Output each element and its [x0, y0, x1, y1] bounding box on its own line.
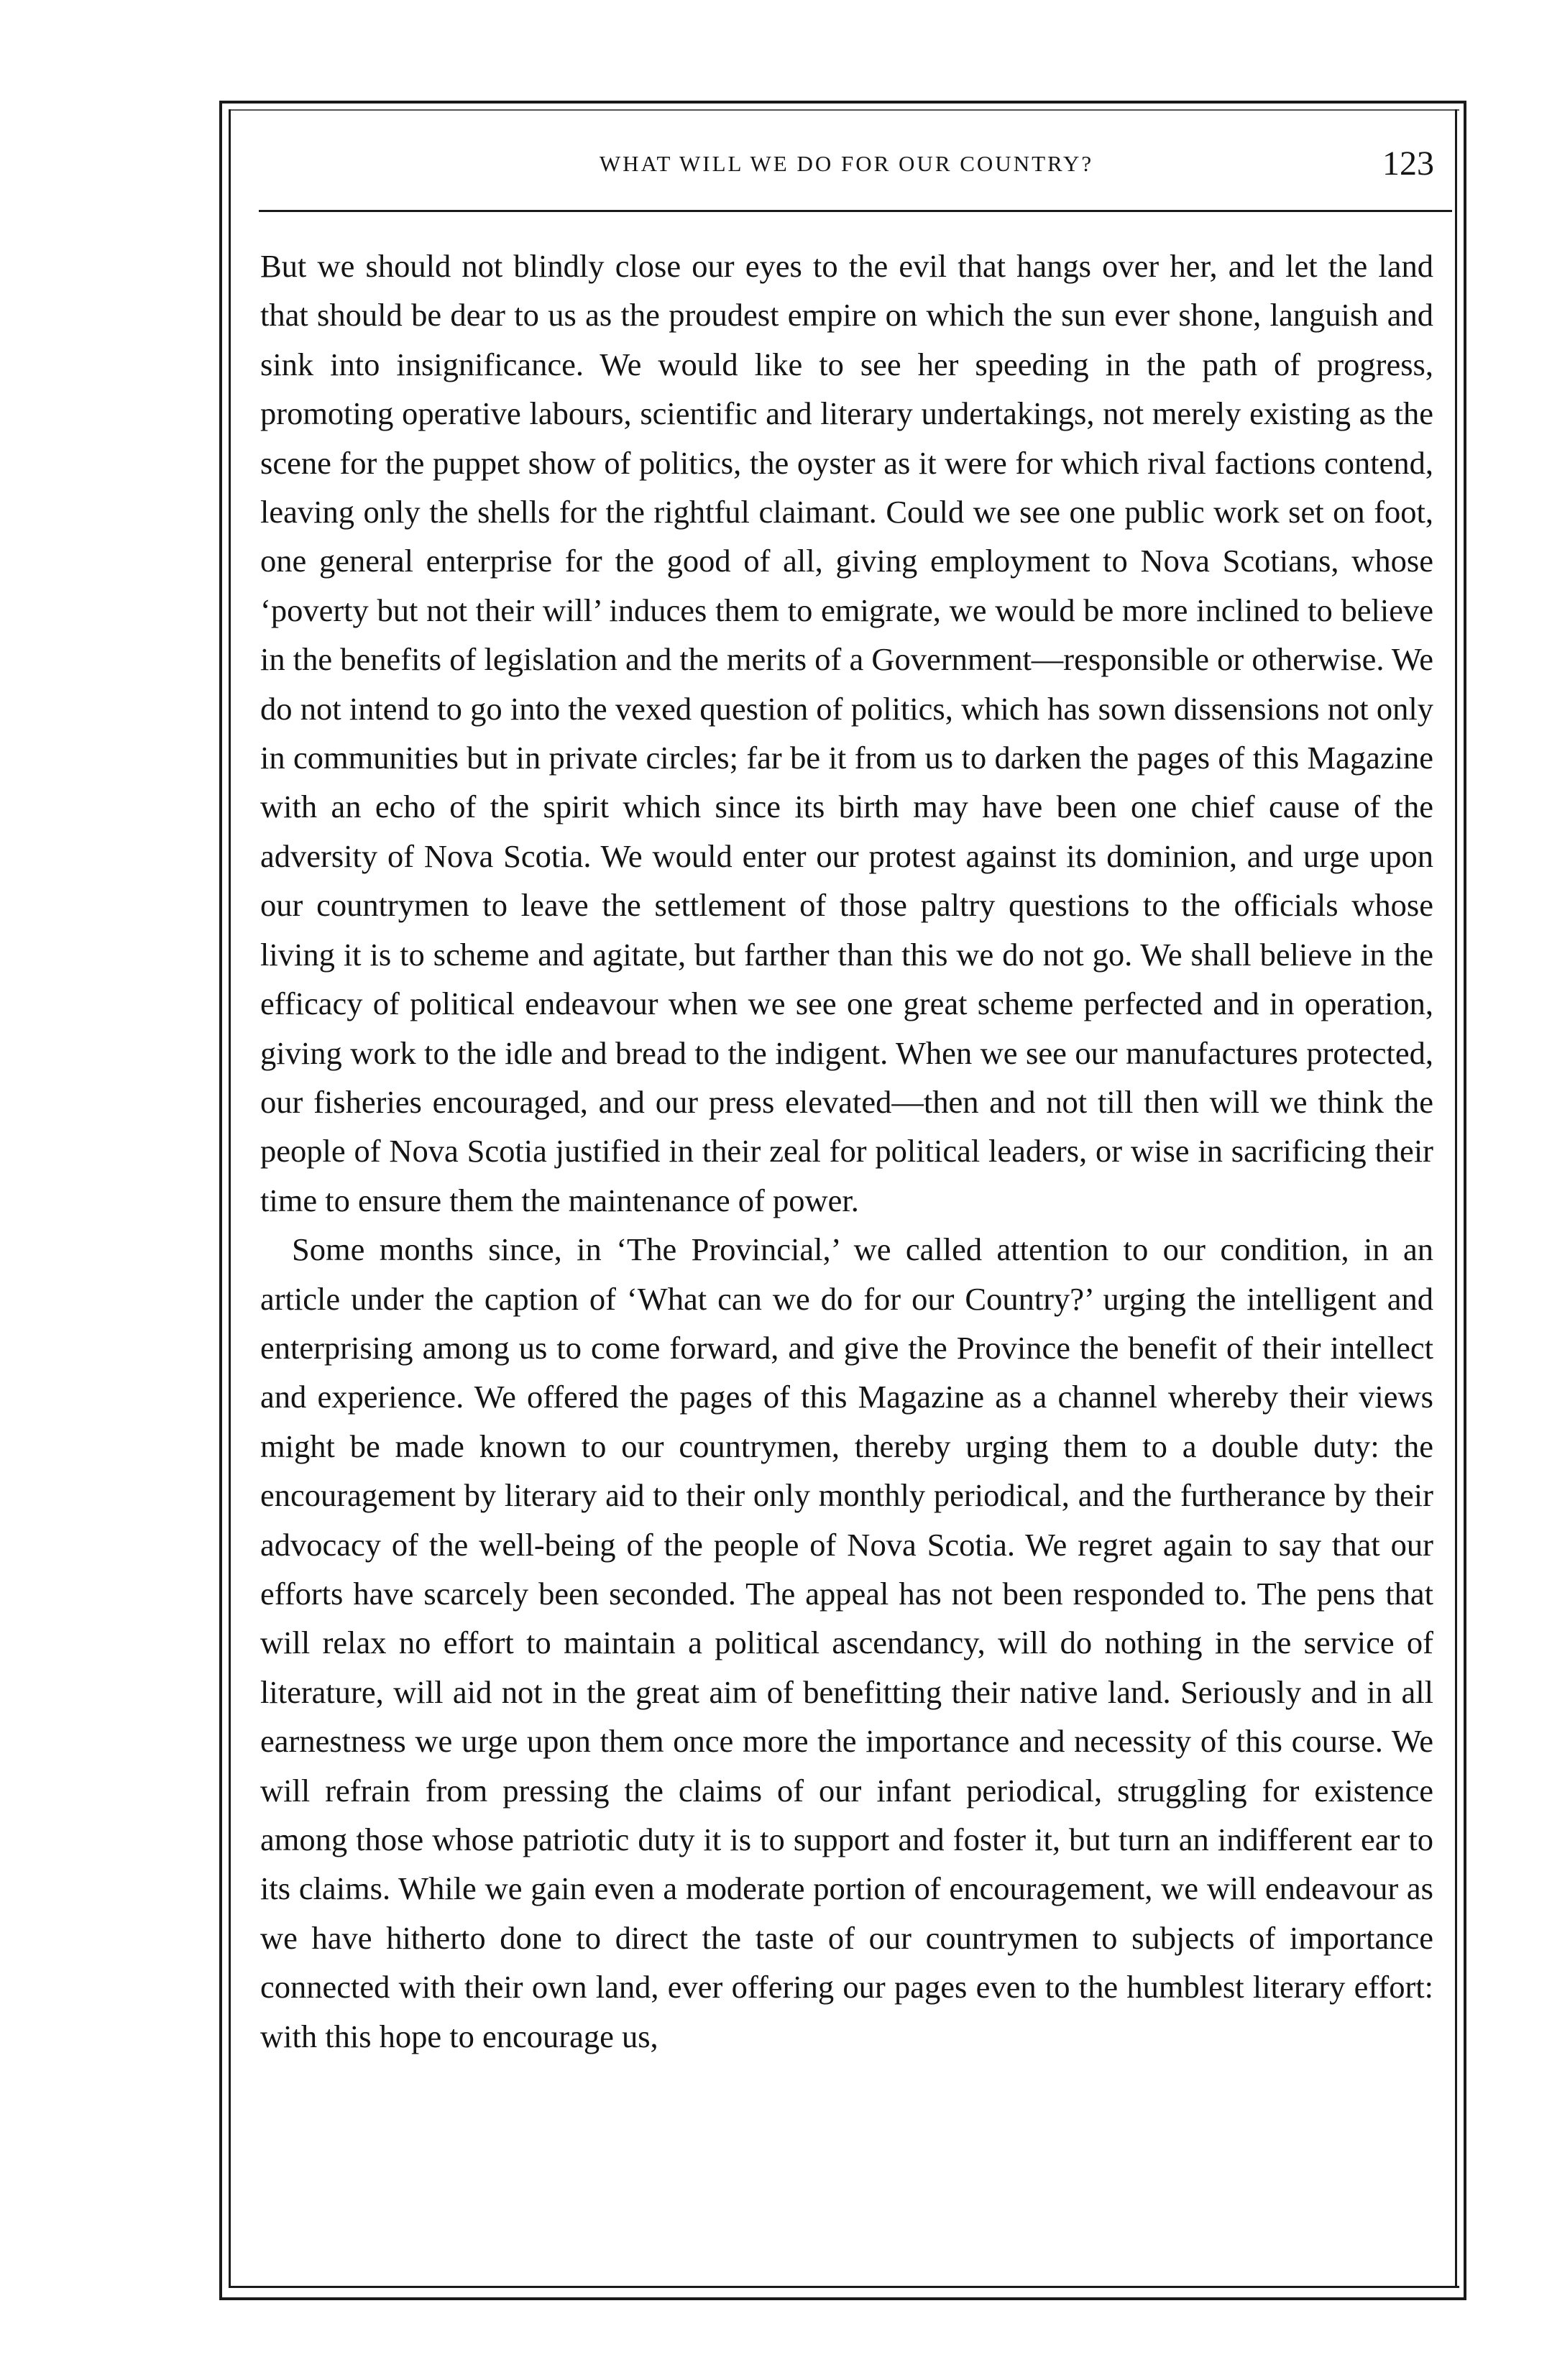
frame-top-rule — [219, 101, 1466, 104]
running-title: WHAT WILL WE DO FOR OUR COUNTRY? — [599, 151, 1094, 176]
frame-bottom-rule — [219, 2297, 1466, 2300]
frame-right-inner-rule — [1455, 109, 1457, 2287]
frame-left-rule — [219, 101, 222, 2300]
frame-bottom-inner-rule — [229, 2286, 1459, 2288]
paragraph-1: But we should not blindly close our eyes to the evil that hangs over her, and let the land that should be dear to us as the proudest empire on which the sun ever shone, languish and sink into insignificance. We would like to see her speeding in the path of progress, promoting operative labours, scientific and literary undertakings, not merely existing as the scene for the puppet show of politics, the oyster as it were for which rival factions contend, leaving only the shells for the rightful claimant. Could we see one public work set on foot, one general enterprise for the good of all, giving employment to Nova Scotians, whose ‘poverty but not their will’ induces them to emigrate, we would be more inclined to believe in the benefits of legislation and the merits of a Government—responsible or otherwise. We do not intend to go into the vexed question of politics, which has sown dissensions not only in communities but in private circles; far be it from us to darken the pages of this Magazine with an echo of the spirit which since its birth may have been one chief cause of the adversity of Nova Scotia. We would enter our protest against its dominion, and urge upon our countrymen to leave the settlement of those paltry questions to the officials whose living it is to scheme and agitate, but farther than this we do not go. We shall believe in the efficacy of political endeavour when we see one great scheme perfected and in operation, giving work to the idle and bread to the indigent. When we see our manufactures protected, our fisheries encouraged, and our press elevated—then and not till then will we think the people of Nova Scotia justified in their zeal for political leaders, or wise in sacrificing their time to ensure them the maintenance of power. — [260, 248, 1433, 1218]
paragraph-2: Some months since, in ‘The Provincial,’ we called attention to our condition, in an article under the caption of ‘What can we do for our Country?’ urging the intelligent and enterprising among us to come forward, and give the Province the benefit of their intellect and experience. We offered the pages of this Magazine as a channel whereby their views might be made known to our countrymen, thereby urging them to a double duty: the encouragement by literary aid to their only monthly periodical, and the furtherance by their advocacy of the well-being of the people of Nova Scotia. We regret again to say that our efforts have scarcely been seconded. The appeal has not been responded to. The pens that will relax no effort to maintain a political ascendancy, will do nothing in the service of literature, will aid not in the great aim of benefitting their native land. Seriously and in all earnestness we urge upon them once more the importance and necessity of this course. We will refrain from pressing the claims of our infant periodical, struggling for existence among those whose patriotic duty it is to support and foster it, but turn an indifferent ear to its claims. While we gain even a moderate portion of encouragement, we will endeavour as we have hitherto done to direct the taste of our countrymen to subjects of importance connected with their own land, ever offering our pages even to the humblest literary effort: with this hope to encourage us, — [260, 1231, 1433, 2054]
running-head — [259, 141, 1434, 191]
frame-top-inner-rule — [229, 109, 1459, 111]
frame-right-rule — [1464, 101, 1466, 2300]
page-number: 123 — [1382, 144, 1434, 183]
header-rule — [259, 210, 1452, 212]
frame-left-inner-rule — [229, 109, 231, 2287]
body-text — [260, 242, 1433, 2061]
